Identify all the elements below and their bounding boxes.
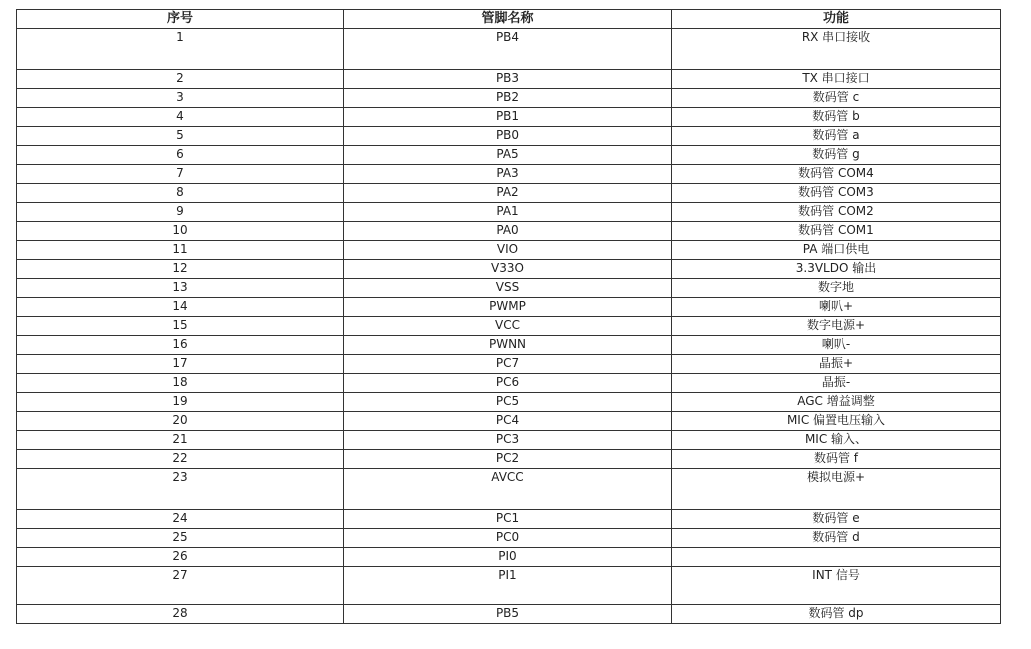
cell-pin-name: PC7 <box>344 355 672 374</box>
cell-pin-name: PA3 <box>344 165 672 184</box>
table-row <box>17 469 1001 510</box>
cell-number: 1 <box>17 29 344 70</box>
header-row <box>17 10 1001 29</box>
cell-function: 数码管 COM4 <box>672 165 1001 184</box>
cell-number: 6 <box>17 146 344 165</box>
cell-function: 数码管 a <box>672 127 1001 146</box>
cell-function: 数字地 <box>672 279 1001 298</box>
cell-number: 17 <box>17 355 344 374</box>
table-row <box>17 374 1001 393</box>
table-row <box>17 108 1001 127</box>
table-row <box>17 89 1001 108</box>
cell-pin-name: VIO <box>344 241 672 260</box>
cell-number: 13 <box>17 279 344 298</box>
cell-number: 25 <box>17 529 344 548</box>
cell-pin-name: PA2 <box>344 184 672 203</box>
cell-number: 3 <box>17 89 344 108</box>
cell-pin-name: PB5 <box>344 605 672 624</box>
cell-number: 21 <box>17 431 344 450</box>
table-row <box>17 431 1001 450</box>
cell-function: 喇叭+ <box>672 298 1001 317</box>
cell-function: 喇叭- <box>672 336 1001 355</box>
cell-number: 10 <box>17 222 344 241</box>
pin-table-container <box>16 9 1000 624</box>
cell-pin-name: PB2 <box>344 89 672 108</box>
cell-number: 20 <box>17 412 344 431</box>
cell-number: 23 <box>17 469 344 510</box>
table-row <box>17 567 1001 605</box>
cell-pin-name: PA5 <box>344 146 672 165</box>
cell-number: 11 <box>17 241 344 260</box>
cell-pin-name: PC2 <box>344 450 672 469</box>
cell-pin-name: VSS <box>344 279 672 298</box>
table-row <box>17 241 1001 260</box>
cell-pin-name: VCC <box>344 317 672 336</box>
cell-pin-name: PI1 <box>344 567 672 605</box>
cell-function: 数码管 COM3 <box>672 184 1001 203</box>
cell-number: 22 <box>17 450 344 469</box>
table-row <box>17 146 1001 165</box>
cell-function: 数码管 c <box>672 89 1001 108</box>
cell-function <box>672 548 1001 567</box>
cell-pin-name: PI0 <box>344 548 672 567</box>
cell-number: 24 <box>17 510 344 529</box>
table-row <box>17 548 1001 567</box>
table-row <box>17 298 1001 317</box>
table-row <box>17 203 1001 222</box>
cell-number: 12 <box>17 260 344 279</box>
header-function: 功能 <box>672 10 1001 29</box>
cell-pin-name: PC0 <box>344 529 672 548</box>
cell-function: 数码管 e <box>672 510 1001 529</box>
table-row <box>17 529 1001 548</box>
cell-function: RX 串口接收 <box>672 29 1001 70</box>
table-row <box>17 355 1001 374</box>
table-row <box>17 336 1001 355</box>
cell-function: 晶振+ <box>672 355 1001 374</box>
cell-pin-name: V33O <box>344 260 672 279</box>
cell-function: TX 串口接口 <box>672 70 1001 89</box>
cell-number: 26 <box>17 548 344 567</box>
cell-function: 数码管 COM2 <box>672 203 1001 222</box>
cell-function: 数码管 b <box>672 108 1001 127</box>
cell-pin-name: PB0 <box>344 127 672 146</box>
table-row <box>17 510 1001 529</box>
pin-function-table <box>16 9 1001 624</box>
cell-function: INT 信号 <box>672 567 1001 605</box>
cell-number: 9 <box>17 203 344 222</box>
cell-function: 模拟电源+ <box>672 469 1001 510</box>
cell-function: 3.3VLDO 输出 <box>672 260 1001 279</box>
cell-pin-name: PWMP <box>344 298 672 317</box>
cell-number: 18 <box>17 374 344 393</box>
cell-pin-name: PWNN <box>344 336 672 355</box>
table-row <box>17 393 1001 412</box>
table-row <box>17 412 1001 431</box>
cell-function: MIC 输入、 <box>672 431 1001 450</box>
table-row <box>17 317 1001 336</box>
cell-number: 8 <box>17 184 344 203</box>
table-row <box>17 127 1001 146</box>
table-row <box>17 605 1001 624</box>
table-row <box>17 279 1001 298</box>
cell-pin-name: PB4 <box>344 29 672 70</box>
table-row <box>17 450 1001 469</box>
cell-function: PA 端口供电 <box>672 241 1001 260</box>
cell-number: 15 <box>17 317 344 336</box>
cell-number: 4 <box>17 108 344 127</box>
cell-pin-name: PC3 <box>344 431 672 450</box>
cell-number: 19 <box>17 393 344 412</box>
cell-pin-name: PA1 <box>344 203 672 222</box>
cell-number: 27 <box>17 567 344 605</box>
cell-function: 数码管 d <box>672 529 1001 548</box>
table-row <box>17 29 1001 70</box>
cell-function: 数码管 COM1 <box>672 222 1001 241</box>
cell-function: AGC 增益调整 <box>672 393 1001 412</box>
cell-function: MIC 偏置电压输入 <box>672 412 1001 431</box>
table-header <box>17 10 1001 29</box>
table-row <box>17 70 1001 89</box>
header-pin-name: 管脚名称 <box>344 10 672 29</box>
cell-pin-name: AVCC <box>344 469 672 510</box>
table-row <box>17 184 1001 203</box>
cell-number: 28 <box>17 605 344 624</box>
cell-number: 16 <box>17 336 344 355</box>
table-row <box>17 222 1001 241</box>
cell-pin-name: PC5 <box>344 393 672 412</box>
cell-pin-name: PA0 <box>344 222 672 241</box>
cell-function: 数码管 f <box>672 450 1001 469</box>
cell-function: 数字电源+ <box>672 317 1001 336</box>
cell-pin-name: PC1 <box>344 510 672 529</box>
table-row <box>17 260 1001 279</box>
table-row <box>17 165 1001 184</box>
cell-function: 数码管 dp <box>672 605 1001 624</box>
cell-number: 7 <box>17 165 344 184</box>
cell-pin-name: PC6 <box>344 374 672 393</box>
cell-number: 14 <box>17 298 344 317</box>
cell-pin-name: PC4 <box>344 412 672 431</box>
table-body <box>17 29 1001 624</box>
cell-pin-name: PB1 <box>344 108 672 127</box>
cell-function: 晶振- <box>672 374 1001 393</box>
header-number: 序号 <box>17 10 344 29</box>
cell-function: 数码管 g <box>672 146 1001 165</box>
cell-number: 5 <box>17 127 344 146</box>
cell-number: 2 <box>17 70 344 89</box>
cell-pin-name: PB3 <box>344 70 672 89</box>
